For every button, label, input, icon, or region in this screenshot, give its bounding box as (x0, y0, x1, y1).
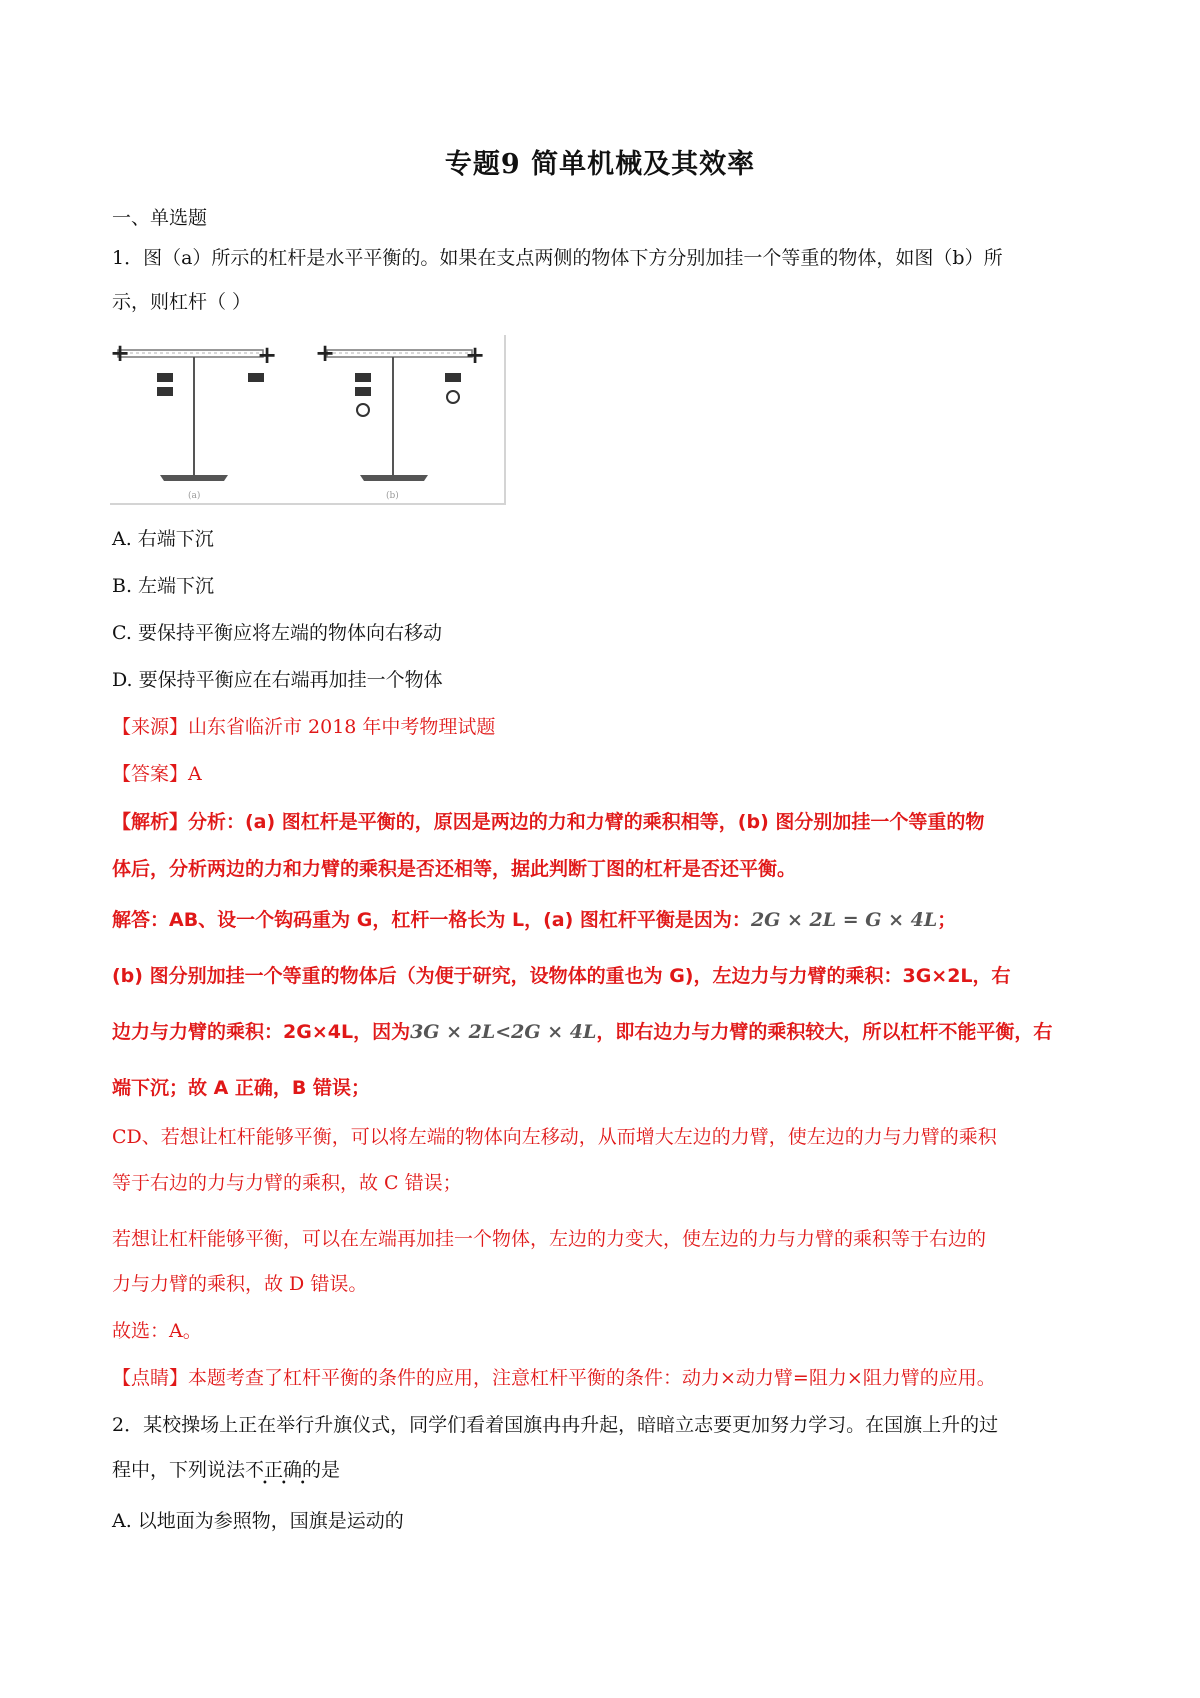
q1-option-b: B. 左端下沉 (112, 575, 215, 597)
q1-analysis-line1: 【解析】分析：(a) 图杠杆是平衡的，原因是两边的力和力臂的乘积相等，(b) 图分别加挂一个等重的物 (112, 811, 985, 833)
q1-option-a: A. 右端下沉 (112, 528, 214, 550)
svg-text:+: + (315, 338, 336, 367)
lever-diagram-a (110, 338, 277, 501)
q1-analysis-line5 (112, 1019, 1102, 1045)
figure-label-b: (b) (386, 491, 399, 501)
q1-analysis-line7: CD、若想让杠杆能够平衡，可以将左端的物体向左移动，从而增大左边的力臂，使左边的力与力臂的乘积 (112, 1126, 997, 1148)
q1-analysis-line8: 等于右边的力与力臂的乘积，故 C 错误； (112, 1172, 462, 1194)
emphasis-dots: ••• (262, 1478, 319, 1489)
q1-comment: 【点睛】本题考查了杠杆平衡的条件的应用，注意杠杆平衡的条件：动力×动力臂=阻力×阻力臂的应用。 (112, 1367, 996, 1389)
svg-text:+: + (465, 340, 486, 369)
q1-analysis-line10: 力与力臂的乘积，故 D 错误。 (112, 1273, 368, 1295)
q1-stem-line2: 示，则杠杆（ ） (112, 291, 252, 313)
svg-text:+: + (257, 340, 278, 369)
q1-analysis-line9: 若想让杠杆能够平衡，可以在左端再加挂一个物体，左边的力变大，使左边的力与力臂的乘积等于右边的 (112, 1228, 987, 1250)
figure-border-right (504, 335, 506, 505)
figure-label-a: (a) (188, 491, 201, 501)
q2-option-a: A. 以地面为参照物，国旗是运动的 (112, 1510, 404, 1532)
q1-analysis-line6: 端下沉；故 A 正确，B 错误； (112, 1077, 371, 1099)
lever-figure (110, 335, 505, 505)
analysis-line5-post: ，即右边力与力臂的乘积较大，所以杠杆不能平衡，右 (596, 1021, 1053, 1043)
q1-analysis-line4: (b) 图分别加挂一个等重的物体后（为便于研究，设物体的重也为 G)，左边力与力臂的乘积：3G×2L，右 (112, 965, 1011, 987)
svg-text:+: + (110, 338, 131, 367)
lever-diagram-b (315, 338, 485, 501)
analysis-line3-text: 解答：AB、设一个钩码重为 G，杠杆一格长为 L，(a) 图杠杆平衡是因为： (112, 909, 751, 931)
q1-option-c: C. 要保持平衡应将左端的物体向右移动 (112, 622, 442, 644)
q1-option-d: D. 要保持平衡应在右端再加挂一个物体 (112, 669, 443, 691)
page-title: 专题9 简单机械及其效率 (444, 149, 756, 180)
section-heading: 一、单选题 (112, 207, 208, 229)
formula-compare-b: 3G × 2L<2G × 4L (410, 1021, 597, 1043)
analysis-line3-tail: ； (937, 909, 957, 931)
q1-answer: 【答案】A (112, 763, 202, 785)
formula-balance-a: 2G × 2L = G × 4L (750, 909, 938, 931)
q2-stem-line2: 程中，下列说法不正确的是 (112, 1459, 341, 1481)
q1-analysis-line3 (112, 907, 1102, 933)
q1-stem-line1: 1．图（a）所示的杠杆是水平平衡的。如果在支点两侧的物体下方分别加挂一个等重的物体，如图（b）所 (112, 247, 1003, 269)
q2-stem-line1: 2．某校操场上正在举行升旗仪式，同学们看着国旗冉冉升起，暗暗立志要更加努力学习。在国旗上升的过 (112, 1414, 999, 1436)
q1-analysis-line11: 故选：A。 (112, 1320, 202, 1342)
q1-source: 【来源】山东省临沂市 2018 年中考物理试题 (112, 716, 496, 738)
figure-border-bottom (110, 503, 506, 505)
q1-analysis-line2: 体后，分析两边的力和力臂的乘积是否还相等，据此判断丁图的杠杆是否还平衡。 (112, 858, 797, 880)
analysis-line5-pre: 边力与力臂的乘积：2G×4L，因为 (112, 1021, 411, 1043)
